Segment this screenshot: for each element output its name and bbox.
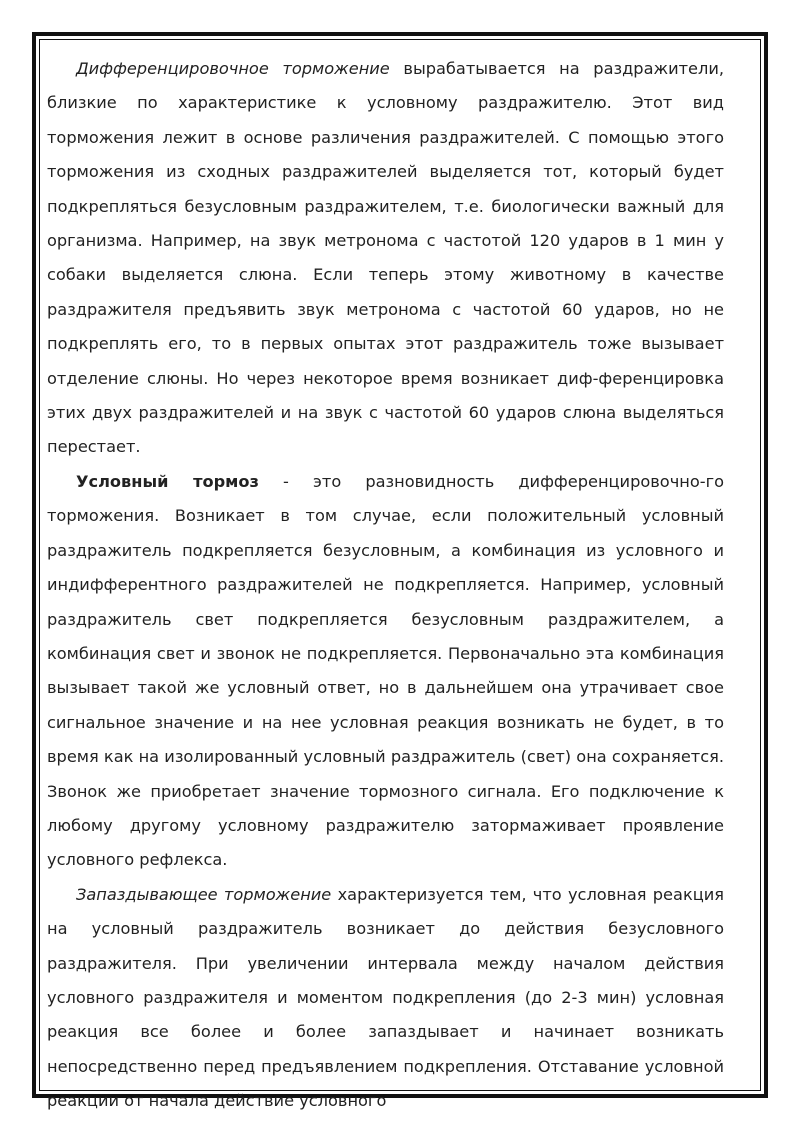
document-body	[47, 52, 724, 1119]
paragraph-text: характеризуется тем, что условная реакция на условный раздражитель возникает до действия безусловного раздражителя. При увеличении интервала между началом действия условного раздражителя и моментом подкрепления (до 2-3 мин) условная реакция все более и более запаздывает и начинает возникать непосредственно перед предъявлением подкрепления. Отставание условной реакции от начала действие условного	[47, 884, 724, 1111]
term-differential-inhibition: Дифференцировочное торможение	[76, 59, 390, 78]
term-delayed-inhibition: Запаздывающее торможение	[76, 884, 332, 904]
paragraph-differential-inhibition	[47, 52, 724, 465]
term-conditioned-brake: Условный тормоз	[76, 471, 259, 491]
paragraph-conditioned-brake	[47, 465, 724, 878]
paragraph-text: вырабатывается на раздражители, близкие по характеристике к условному раздражителю. Этот вид торможения лежит в основе различения раздражителей. С помощью этого торможения из сходных раздражителей выделяется тот, который будет подкрепляться безусловным раздражителем, т.е. биологически важный для организма. Например, на звук метронома с частотой 120 ударов в 1 мин у собаки выделяется слюна. Если теперь этому животному в качестве раздражителя предъявить звук метронома с частотой 60 ударов, но не подкреплять его, то в первых опытах этот раздражитель тоже вызывает отделение слюны. Но через некоторое время возникает диф-ференцировка этих двух раздражителей и на звук с частотой 60 ударов слюна выделяться перестает.	[47, 59, 724, 457]
paragraph-delayed-inhibition	[47, 878, 724, 1119]
paragraph-text: - это разновидность дифференцировочно-го торможения. Возникает в том случае, если положительный условный раздражитель подкрепляется безусловным, а комбинация из условного и индифферентного раздражителей не подкрепляется. Например, условный раздражитель свет подкрепляется безусловным раздражителем, а комбинация свет и звонок не подкрепляется. Первоначально эта комбинация вызывает такой же условный ответ, но в дальнейшем она утрачивает свое сигнальное значение и на нее условная реакция возникать не будет, в то время как на изолированный условный раздражитель (свет) она сохраняется. Звонок же приобретает значение тормозного сигнала. Его подключение к любому другому условному раздражителю затормаживает проявление условного рефлекса.	[47, 471, 724, 870]
